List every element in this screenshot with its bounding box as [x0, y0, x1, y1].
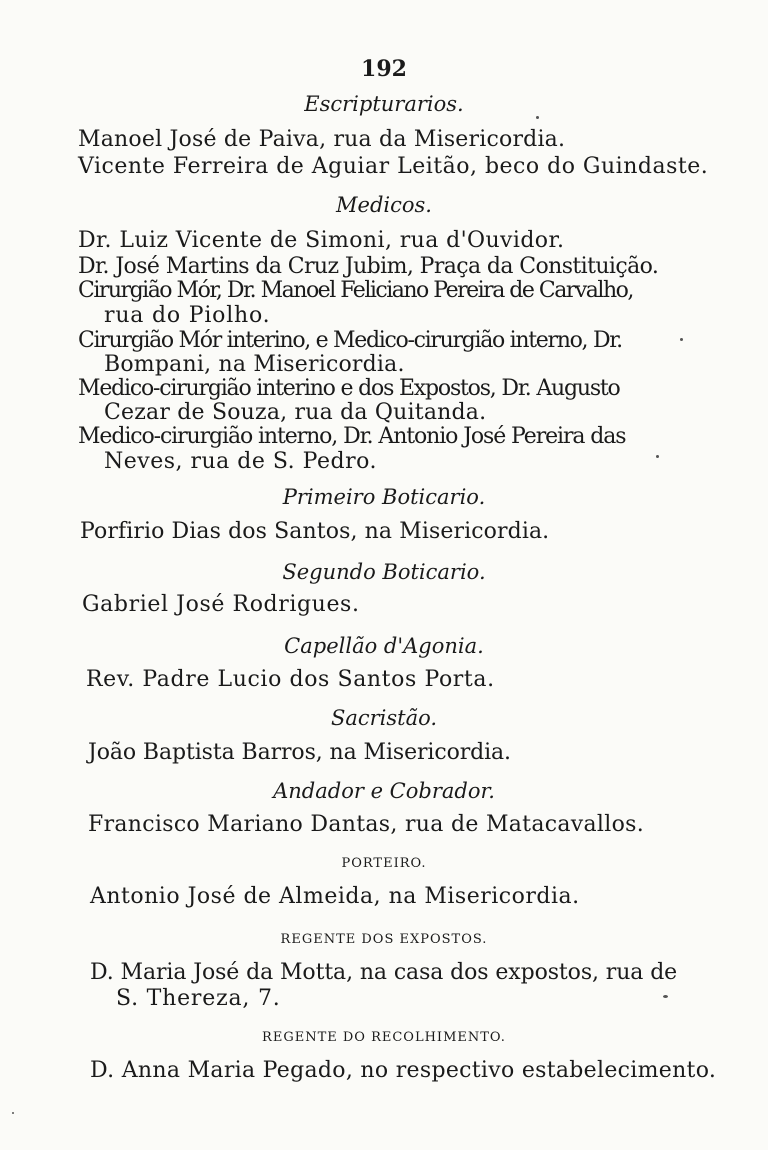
heading-primeiro-boticario: Primeiro Boticario.	[282, 485, 486, 509]
ink-speck	[663, 995, 668, 998]
heading-segundo-boticario: Segundo Boticario.	[282, 560, 486, 584]
entry-line: S. Thereza, 7.	[116, 986, 281, 1011]
entry-line: Antonio José de Almeida, na Misericordia.	[90, 884, 580, 909]
heading-regente-expostos: REGENTE DOS EXPOSTOS.	[280, 932, 488, 947]
entry-line: Rev. Padre Lucio dos Santos Porta.	[86, 667, 495, 692]
ink-speck	[536, 116, 539, 119]
entry-line: Francisco Mariano Dantas, rua de Matacavallos.	[88, 812, 645, 837]
heading-capellao: Capellão d'Agonia.	[284, 634, 484, 658]
entry-line: Vicente Ferreira de Aguiar Leitão, beco do Guindaste.	[78, 154, 709, 179]
entry-line: D. Anna Maria Pegado, no respectivo estabelecimento.	[90, 1058, 717, 1083]
ink-speck	[680, 338, 683, 341]
entry-line: Cirurgião Mór, Dr. Manoel Feliciano Pereira de Carvalho,	[78, 278, 633, 303]
entry-line: Medico-cirurgião interino e dos Expostos, Dr. Augusto	[78, 376, 620, 401]
ink-speck	[656, 455, 659, 458]
entry-line: Neves, rua de S. Pedro.	[104, 449, 377, 474]
ink-speck	[12, 1112, 14, 1114]
entry-line: Bompani, na Misericordia.	[104, 352, 405, 377]
heading-porteiro: PORTEIRO.	[341, 856, 427, 871]
page-number: 192	[361, 56, 407, 82]
entry-line: João Baptista Barros, na Misericordia.	[88, 740, 511, 765]
heading-medicos: Medicos.	[336, 193, 432, 217]
heading-regente-recolhimento: REGENTE DO RECOLHIMENTO.	[262, 1030, 506, 1045]
entry-line: Cirurgião Mór interino, e Medico-cirurgião interno, Dr.	[78, 328, 622, 353]
entry-line: Medico-cirurgião interno, Dr. Antonio José Pereira das	[78, 424, 626, 449]
entry-line: rua do Piolho.	[104, 303, 271, 328]
entry-line: Cezar de Souza, rua da Quitanda.	[104, 400, 487, 425]
entry-line: Gabriel José Rodrigues.	[82, 592, 360, 617]
entry-line: Porfirio Dias dos Santos, na Misericordia.	[80, 519, 550, 544]
entry-line: Manoel José de Paiva, rua da Misericordia.	[78, 127, 566, 152]
entry-line: Dr. José Martins da Cruz Jubim, Praça da Constituição.	[78, 254, 659, 279]
entry-line: Dr. Luiz Vicente de Simoni, rua d'Ouvidor.	[78, 228, 565, 253]
heading-escripturarios: Escripturarios.	[304, 92, 464, 116]
heading-sacristao: Sacristão.	[330, 706, 438, 730]
heading-andador-cobrador: Andador e Cobrador.	[273, 779, 495, 803]
entry-line: D. Maria José da Motta, na casa dos expostos, rua de	[90, 960, 678, 985]
